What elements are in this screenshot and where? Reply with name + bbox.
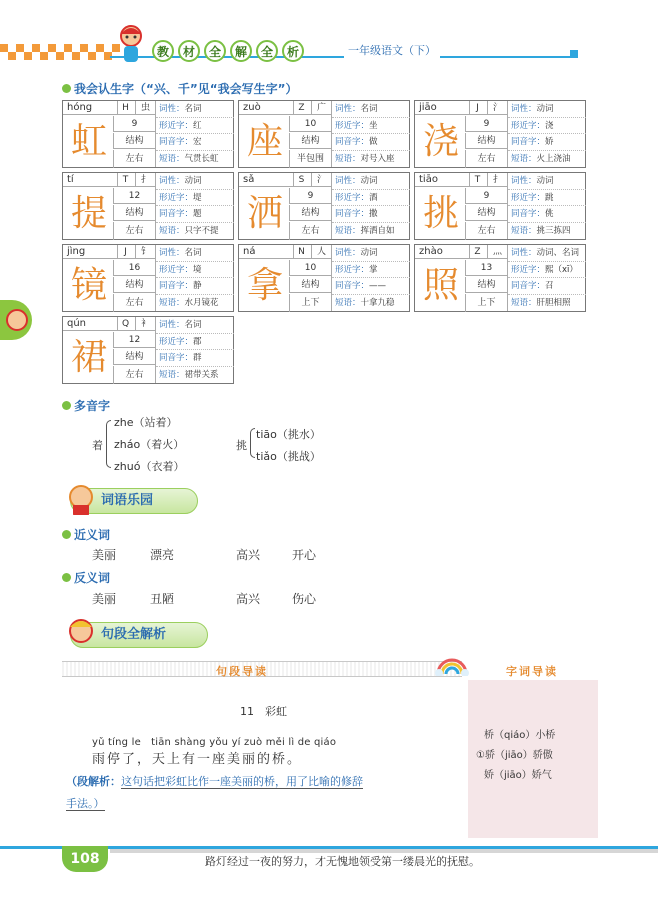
info-key: 形近字： [335, 192, 370, 203]
section-title: 反义词 [74, 571, 111, 585]
info-value: 宏 [193, 137, 202, 147]
card-structure: 左右 [113, 222, 155, 240]
info-value: 召 [545, 281, 554, 291]
character-card [414, 244, 586, 312]
card-info-line [156, 262, 234, 279]
info-key: 短语： [159, 153, 185, 164]
info-key: 短语： [335, 297, 361, 308]
card-stroke-count: 9 [465, 188, 507, 204]
info-key: 形近字： [159, 336, 194, 347]
card-info-line [508, 190, 586, 207]
bullet-dot-icon [62, 401, 71, 410]
info-value: 动词 [360, 176, 378, 186]
reading: zhuó（衣着） [114, 460, 185, 473]
title-char: 全 [256, 40, 278, 62]
info-value: 娇 [545, 137, 554, 147]
card-info-line [508, 118, 586, 135]
title-char: 析 [282, 40, 304, 62]
card-index-letter: T [469, 173, 485, 187]
card-index-letter: T [117, 173, 133, 187]
card-structure-label: 结构 [465, 205, 507, 221]
info-value: 题 [193, 209, 202, 219]
card-top-row [415, 173, 507, 187]
card-stroke-count: 9 [113, 116, 155, 132]
card-character: 拿 [246, 265, 283, 306]
card-info-line [332, 151, 410, 168]
card-info-line [156, 295, 234, 312]
character-card [414, 172, 586, 240]
card-info [331, 245, 410, 311]
card-radical: 氵 [311, 173, 331, 187]
info-value: 名词 [184, 248, 202, 258]
info-value: 佻 [545, 209, 554, 219]
card-radical: 衤 [135, 317, 155, 331]
card-info [155, 245, 234, 311]
info-value: 群 [193, 353, 202, 363]
info-value: 名词 [184, 104, 202, 114]
card-info-line [332, 223, 410, 240]
badge-words [70, 488, 198, 514]
card-index-letter: Q [117, 317, 133, 331]
card-structure: 左右 [465, 150, 507, 168]
title-char: 教 [152, 40, 174, 62]
card-info-line [508, 173, 586, 190]
card-structure: 上下 [465, 294, 507, 312]
card-index-letter: S [293, 173, 309, 187]
polyphonic-char: 着 [92, 439, 103, 452]
header-square-decoration [570, 50, 578, 58]
card-index-letter: N [293, 245, 309, 259]
card-top-row [239, 101, 331, 115]
card-character: 照 [422, 265, 459, 306]
card-info-line [156, 350, 234, 367]
word: 开心 [292, 548, 317, 562]
character-card [238, 244, 410, 312]
card-info-line [508, 223, 586, 240]
page-header [0, 0, 658, 74]
card-info-line [332, 262, 410, 279]
card-pinyin: hóng [67, 102, 93, 113]
card-info-line [508, 278, 586, 295]
card-top-row [63, 101, 155, 115]
card-info-line [332, 245, 410, 262]
mascot-icon [65, 617, 97, 651]
sentence-analysis [66, 771, 466, 815]
card-index-letter: Z [469, 245, 485, 259]
info-key: 同音字： [335, 281, 370, 291]
character-card [62, 100, 234, 168]
word: 丑陋 [150, 592, 175, 606]
card-info-line [332, 278, 410, 295]
card-structure-label: 结构 [465, 277, 507, 293]
badge-sentence [70, 622, 208, 648]
card-top-row [239, 173, 331, 187]
card-character: 洒 [246, 193, 283, 234]
info-key: 同音字： [335, 209, 370, 219]
page-number: 108 [62, 846, 108, 872]
card-index-letter: J [469, 101, 485, 115]
word: 美丽 [92, 592, 117, 606]
footer-motto: 路灯经过一夜的努力，才无愧地领受第一缕晨光的抚慰。 [205, 855, 480, 868]
card-info-line [156, 134, 234, 151]
info-value: 动词 [536, 176, 554, 186]
info-key: 词性： [159, 176, 185, 186]
info-key: 同音字： [159, 137, 194, 147]
info-value: 气贯长虹 [184, 153, 219, 164]
info-value: 红 [193, 120, 202, 131]
info-value: 郡 [193, 336, 202, 347]
title-char: 材 [178, 40, 200, 62]
info-key: 词性： [335, 176, 361, 186]
card-character: 挑 [422, 193, 459, 234]
card-radical: 虫 [135, 101, 155, 115]
info-key: 形近字： [159, 192, 194, 203]
section-heading-antonyms [62, 569, 110, 586]
info-key: 词性： [511, 248, 537, 258]
title-char: 解 [230, 40, 252, 62]
analysis-text: 这句话把彩虹比作一座美丽的桥，用了比喻的修辞 [121, 775, 363, 788]
card-structure: 半包围 [289, 150, 331, 168]
info-key: 短语： [511, 225, 537, 236]
card-info-line [156, 278, 234, 295]
info-value: 肝胆相照 [536, 297, 571, 308]
card-character: 虹 [70, 121, 107, 162]
card-info-line [156, 118, 234, 135]
card-structure: 左右 [289, 222, 331, 240]
card-info-line [156, 151, 234, 168]
card-radical: 扌 [487, 173, 507, 187]
card-info-line [508, 206, 586, 223]
card-radical: 广 [311, 101, 331, 115]
card-radical: 扌 [135, 173, 155, 187]
card-pinyin: zhào [419, 246, 443, 257]
info-value: 动词 [184, 176, 202, 186]
info-key: 形近字： [511, 264, 546, 275]
card-info [507, 245, 586, 311]
card-character: 镜 [70, 265, 107, 306]
word: 伤心 [292, 592, 317, 606]
info-key: 词性： [335, 248, 361, 258]
character-card [62, 172, 234, 240]
card-pinyin: qún [67, 318, 87, 329]
info-value: 酒 [369, 192, 378, 203]
card-character: 裙 [70, 337, 107, 378]
info-value: 堤 [193, 192, 202, 203]
card-radical: 灬 [487, 245, 507, 259]
info-value: 水月镜花 [184, 297, 219, 308]
card-info-line [332, 101, 410, 118]
title-char: 全 [204, 40, 226, 62]
card-info [155, 101, 234, 167]
card-structure-label: 结构 [289, 133, 331, 149]
section-heading-polyphonic [62, 397, 110, 414]
card-info-line [156, 367, 234, 384]
card-info-line [156, 334, 234, 351]
word: 漂亮 [150, 548, 175, 562]
info-key: 词性： [159, 104, 185, 114]
sentence-hanzi: 雨停了，天上有一座美丽的桥。 [92, 752, 303, 767]
card-stroke-count: 12 [113, 332, 155, 348]
bullet-dot-icon [62, 573, 71, 582]
card-structure-label: 结构 [113, 277, 155, 293]
info-key: 形近字： [511, 192, 546, 203]
card-info-line [508, 245, 586, 262]
info-value: 静 [193, 281, 202, 291]
card-top-row [63, 173, 155, 187]
info-key: 词性： [511, 176, 537, 186]
card-structure-label: 结构 [113, 133, 155, 149]
card-stroke-count: 10 [289, 260, 331, 276]
card-top-row [239, 245, 331, 259]
card-info-line [332, 295, 410, 312]
info-value: 火上浇油 [536, 153, 571, 164]
bullet-dot-icon [62, 530, 71, 539]
card-info-line [508, 101, 586, 118]
guide-line: 桥（qiáo）小桥 [484, 730, 556, 741]
character-card [62, 244, 234, 312]
info-value: 挥洒自如 [360, 225, 395, 236]
info-value: 裙带关系 [184, 369, 219, 380]
card-info [155, 173, 234, 239]
card-character: 浇 [422, 121, 459, 162]
card-index-letter: Z [293, 101, 309, 115]
info-key: 形近字： [159, 120, 194, 131]
card-index-letter: J [117, 245, 133, 259]
card-info-line [508, 151, 586, 168]
card-info-line [156, 173, 234, 190]
info-key: 同音字： [511, 209, 546, 219]
card-pinyin: tí [67, 174, 74, 185]
info-value: 十拿九稳 [360, 297, 395, 308]
card-info [507, 101, 586, 167]
card-info-line [156, 101, 234, 118]
card-pinyin: sǎ [243, 174, 255, 185]
info-value: 挑三拣四 [536, 225, 571, 236]
info-key: 同音字： [511, 281, 546, 291]
card-pinyin: zuò [243, 102, 261, 113]
card-pinyin: ná [243, 246, 256, 257]
section-title: 多音字 [74, 399, 111, 413]
card-info-line [332, 173, 410, 190]
info-key: 形近字： [159, 264, 194, 275]
character-card [238, 172, 410, 240]
info-key: 词性： [511, 104, 537, 114]
card-top-row [415, 245, 507, 259]
info-value: 跳 [545, 192, 554, 203]
card-info-line [332, 206, 410, 223]
card-top-row [63, 245, 155, 259]
word: 高兴 [236, 548, 261, 562]
card-info-line [156, 317, 234, 334]
reading: tiǎo（挑战） [256, 450, 321, 463]
card-stroke-count: 12 [113, 188, 155, 204]
card-info-line [508, 134, 586, 151]
info-key: 同音字： [335, 137, 370, 147]
reading: tiāo（挑水） [256, 428, 321, 441]
info-key: 短语： [511, 153, 537, 164]
section-heading-characters [62, 80, 298, 97]
card-structure-label: 结构 [465, 133, 507, 149]
card-info-line [332, 134, 410, 151]
card-structure: 左右 [113, 150, 155, 168]
card-info [155, 317, 234, 383]
info-value: 境 [193, 264, 202, 275]
card-structure: 左右 [465, 222, 507, 240]
info-value: 只字不提 [184, 225, 219, 236]
info-key: 词性： [335, 104, 361, 114]
info-value: 撒 [369, 209, 378, 219]
guide-line: 娇（jiāo）娇气 [484, 770, 552, 781]
info-key: 短语： [159, 297, 185, 308]
info-key: 短语： [511, 297, 537, 308]
brace-icon [250, 428, 255, 458]
analysis-text-end: 手法。） [66, 797, 105, 810]
section-heading-synonyms [62, 526, 110, 543]
character-card [414, 100, 586, 168]
card-structure-label: 结构 [289, 205, 331, 221]
info-value: 掌 [369, 264, 378, 275]
card-pinyin: jìng [67, 246, 86, 257]
character-card [238, 100, 410, 168]
brace-icon [106, 420, 111, 468]
guide-line: ①骄（jiāo）骄傲 [476, 750, 553, 761]
info-value: 做 [369, 137, 378, 147]
info-value: 动词、名词 [536, 248, 580, 258]
info-value: 对号入座 [360, 153, 395, 164]
info-key: 同音字： [159, 281, 194, 291]
card-top-row [63, 317, 155, 331]
info-value: —— [369, 281, 387, 291]
card-structure-label: 结构 [289, 277, 331, 293]
info-value: 坐 [369, 120, 378, 131]
info-key: 短语： [159, 225, 185, 236]
card-stroke-count: 9 [289, 188, 331, 204]
card-info-line [508, 262, 586, 279]
band-label-sentence: 句段导读 [216, 665, 268, 678]
card-info-line [156, 223, 234, 240]
section-title: 我会认生字（“兴、千”见“我会写生字”） [74, 82, 298, 96]
card-info [331, 101, 410, 167]
card-stroke-count: 10 [289, 116, 331, 132]
card-top-row [415, 101, 507, 115]
info-key: 短语： [335, 153, 361, 164]
info-value: 浇 [545, 120, 554, 131]
card-structure: 左右 [113, 366, 155, 384]
book-mascot-icon [65, 483, 97, 517]
book-title [152, 40, 304, 62]
bullet-dot-icon [62, 84, 71, 93]
info-key: 同音字： [159, 353, 194, 363]
info-key: 同音字： [511, 137, 546, 147]
card-info [507, 173, 586, 239]
checker-decoration [0, 44, 120, 64]
card-info [331, 173, 410, 239]
badge-label: 句段全解析 [101, 627, 167, 642]
info-key: 词性： [159, 320, 185, 330]
info-key: 形近字： [511, 120, 546, 131]
card-info-line [332, 118, 410, 135]
book-subtitle: 一年级语文（下） [344, 42, 440, 58]
info-key: 短语： [159, 369, 185, 380]
sentence-pinyin: yǔ tíng le tiān shàng yǒu yí zuò měi lì de qiáo [92, 737, 337, 748]
band-label-words: 字词导读 [506, 665, 558, 678]
card-info-line [156, 206, 234, 223]
lesson-title: 11 彩虹 [240, 705, 287, 718]
card-info-line [156, 245, 234, 262]
card-radical: 氵 [487, 101, 507, 115]
info-value: 动词 [536, 104, 554, 114]
card-structure: 上下 [289, 294, 331, 312]
card-structure: 左右 [113, 294, 155, 312]
reading: zháo（着火） [114, 438, 185, 451]
card-character: 座 [246, 121, 283, 162]
info-key: 形近字： [335, 264, 370, 275]
section-title: 近义词 [74, 528, 111, 542]
card-stroke-count: 13 [465, 260, 507, 276]
card-character: 提 [70, 193, 107, 234]
badge-label: 词语乐园 [101, 493, 154, 508]
card-stroke-count: 9 [465, 116, 507, 132]
side-tab [0, 300, 32, 340]
card-info-line [332, 190, 410, 207]
word: 高兴 [236, 592, 261, 606]
side-mascot-icon [6, 309, 28, 331]
card-info-line [156, 190, 234, 207]
info-key: 形近字： [335, 120, 370, 131]
reading: zhe（站着） [114, 416, 178, 429]
info-key: 词性： [159, 248, 185, 258]
card-radical: 人 [311, 245, 331, 259]
card-stroke-count: 16 [113, 260, 155, 276]
card-pinyin: jiāo [419, 102, 437, 113]
girl-mascot-icon [112, 22, 150, 68]
info-key: 同音字： [159, 209, 194, 219]
card-structure-label: 结构 [113, 205, 155, 221]
rainbow-cloud-icon [432, 654, 472, 676]
card-index-letter: H [117, 101, 133, 115]
card-structure-label: 结构 [113, 349, 155, 365]
card-radical: 钅 [135, 245, 155, 259]
analysis-label: （段解析： [66, 775, 121, 788]
info-value: 熙（xī） [545, 264, 578, 275]
info-value: 名词 [184, 320, 202, 330]
info-value: 名词 [360, 104, 378, 114]
word: 美丽 [92, 548, 117, 562]
character-card [62, 316, 234, 384]
info-key: 短语： [335, 225, 361, 236]
card-pinyin: tiāo [419, 174, 438, 185]
card-info-line [508, 295, 586, 312]
polyphonic-char: 挑 [236, 439, 247, 452]
info-value: 动词 [360, 248, 378, 258]
